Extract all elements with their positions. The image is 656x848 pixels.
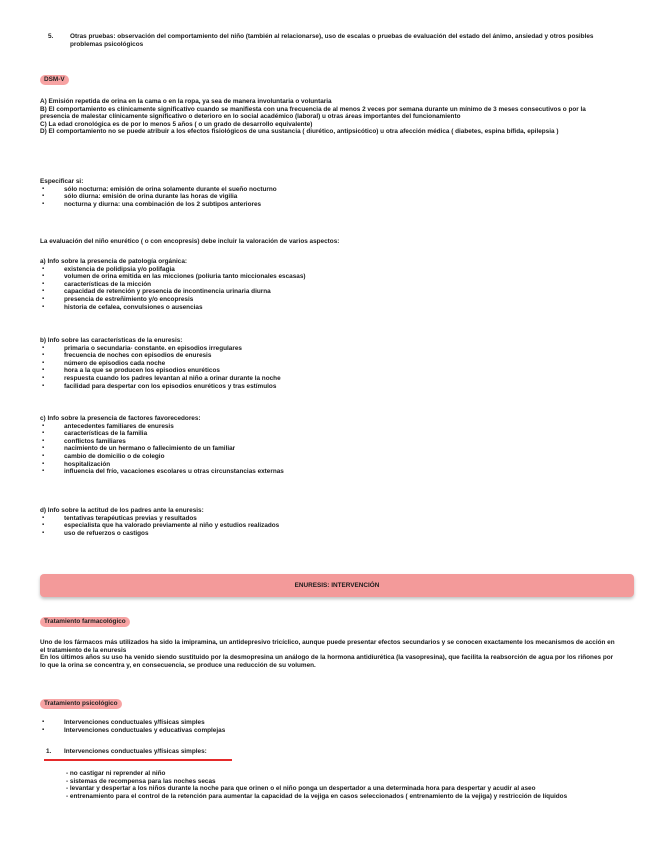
list-item: ▪ volumen de orina emitida en las micciones (poliuria tanto miccionales escasas) — [40, 273, 616, 281]
item-5-text: Otras pruebas: observación del comportamiento del niño (también al relacionarse), uso de escalas o pruebas de evaluación del estado del ánimo, ansiedad y otros posibles problemas psicológicos — [70, 33, 594, 48]
eval-section-b — [40, 337, 616, 390]
list-item: ▪ cambio de domicilio o de colegio — [40, 453, 616, 461]
list-item: ▪ uso de refuerzos o castigos — [40, 530, 616, 538]
dsm-tag: DSM-V — [40, 75, 69, 85]
list-item: ▪ especialista que ha valorado previamente al niño y estudios realizados — [40, 522, 616, 530]
list-item: ▪ Intervenciones conductuales y educativas complejas — [40, 727, 616, 735]
dsm-criteria — [40, 98, 616, 136]
eval-intro: La evaluación del niño enurético ( o con encopresis) debe incluir la valoración de varios aspectos: — [40, 238, 340, 245]
list-item: ▪ número de episodios cada noche — [40, 360, 616, 368]
list-item: ▪ Intervenciones conductuales y/físicas simples — [40, 719, 616, 727]
psych-subheading-title: Intervenciones conductuales y/físicas simples: — [64, 748, 207, 755]
pharma-tag: Tratamiento farmacológico — [40, 617, 130, 627]
eval-section-c — [40, 415, 616, 476]
list-item: - levantar y despertar a los niños durante la noche para que orinen o el niño ponga un despertador a una determinada hora para despertar y acudir al aseo — [66, 785, 536, 793]
eval-section-d — [40, 507, 616, 537]
eval-section-a — [40, 258, 616, 311]
dsm-criterion-b: B) El comportamiento es clínicamente significativo cuando se manifiesta con una frecuencia de al menos 2 veces por semana durante un mínimo de 3 meses consecutivos o por la presencia de malestar clínicamente significativo o deterioro en lo social académico (laboral) u otras áreas importantes del funcionamiento — [40, 105, 586, 121]
list-item: ▪ existencia de polidipsia y/o polifagia — [40, 266, 616, 274]
list-item: - entrenamiento para el control de la retención para aumentar la capacidad de la vejiga en casos seleccionados ( entrenamiento de la vejiga) y restricción de líquidos — [66, 792, 568, 800]
item-5 — [40, 33, 616, 48]
eval-section-title: b) Info sobre las características de la enuresis: — [40, 337, 183, 344]
list-item: ▪ sólo diurna: emisión de orina durante las horas de vigilia — [40, 193, 616, 201]
list-item: ▪ conflictos familiares — [40, 438, 616, 446]
psych-dash-list — [40, 770, 616, 800]
list-item: ▪ características de la familia — [40, 430, 616, 438]
pharma-paragraph: Uno de los fármacos más utilizados ha sido la imipramina, un antidepresivo tricíclico, aunque puede presentar efectos secundarios y se conocen exactamente los mecanismos de acción en el tratamiento de la enuresis — [40, 639, 615, 654]
list-item: ▪ nacimiento de un hermano o fallecimiento de un familiar — [40, 445, 616, 453]
psych-list — [40, 719, 616, 734]
eval-section-title: d) Info sobre la actitud de los padres ante la enuresis: — [40, 507, 204, 514]
dsm-criterion-c: C) La edad cronológica es de por lo menos 5 años ( o un grado de desarrollo equivalente) — [40, 120, 313, 128]
section-banner: ENURESIS: INTERVENCIÓN — [40, 574, 634, 597]
list-item: ▪ nocturna y diurna: una combinación de los 2 subtipos anteriores — [40, 201, 616, 209]
list-item: ▪ hora a la que se producen los episodios enuréticos — [40, 367, 616, 375]
pharma-text — [40, 639, 616, 669]
list-item: ▪ primaria o secundaria- constante. en episodios irregulares — [40, 345, 616, 353]
list-item: - no castigar ni reprender al niño — [66, 770, 166, 777]
psych-subheading-number: 1. — [46, 748, 52, 755]
list-item: ▪ presencia de estreñimiento y/o encopresis — [40, 296, 616, 304]
list-item: - sistemas de recompensa para las noches secas — [66, 777, 216, 785]
list-item: ▪ historia de cefalea, convulsiones o ausencias — [40, 304, 616, 312]
eval-section-title: a) Info sobre la presencia de patología orgánica: — [40, 258, 188, 265]
list-item: ▪ tentativas terapéuticas previas y resultados — [40, 515, 616, 523]
list-item: ▪ respuesta cuando los padres levantan al niño a orinar durante la noche — [40, 375, 616, 383]
psych-tag: Tratamiento psicológico — [40, 699, 122, 709]
dsm-specify-title: Especificar si: — [40, 178, 84, 185]
list-item: ▪ capacidad de retención y presencia de incontinencia urinaria diurna — [40, 288, 616, 296]
list-item: ▪ antecedentes familiares de enuresis — [40, 423, 616, 431]
list-item: ▪ sólo nocturna: emisión de orina solamente durante el sueño nocturno — [40, 186, 616, 194]
list-item: ▪ frecuencia de noches con episodios de enuresis — [40, 352, 616, 360]
item-5-number: 5. — [48, 33, 54, 40]
list-item: ▪ hospitalización — [40, 461, 616, 469]
dsm-criterion-d: D) El comportamiento no se puede atribuir a los efectos fisiológicos de una sustancia ( diurético, antipsicótico) u otra afección médica ( diabetes, espina bífida, epilepsia ) — [40, 128, 559, 136]
list-item: ▪ facilidad para despertar con los episodios enuréticos y tras estímulos — [40, 383, 616, 391]
dsm-criterion-a: A) Emisión repetida de orina en la cama o en la ropa, ya sea de manera involuntaria o voluntaria — [40, 98, 332, 105]
underline-accent — [44, 759, 232, 761]
pharma-paragraph: En los últimos años su uso ha venido siendo sustituido por la desmopresina un análogo de la hormona antidiurética (la vasopresina), que facilita la reabsorción de agua por los riñones por lo que la orina se concentra y, en consecuencia, se produce una reducción de su volumen. — [40, 654, 614, 669]
list-item: ▪ características de la micción — [40, 281, 616, 289]
eval-section-title: c) Info sobre la presencia de factores favorecedores: — [40, 415, 201, 422]
list-item: ▪ influencia del frío, vacaciones escolares u otras circunstancias externas — [40, 468, 616, 476]
dsm-specify — [40, 178, 616, 208]
